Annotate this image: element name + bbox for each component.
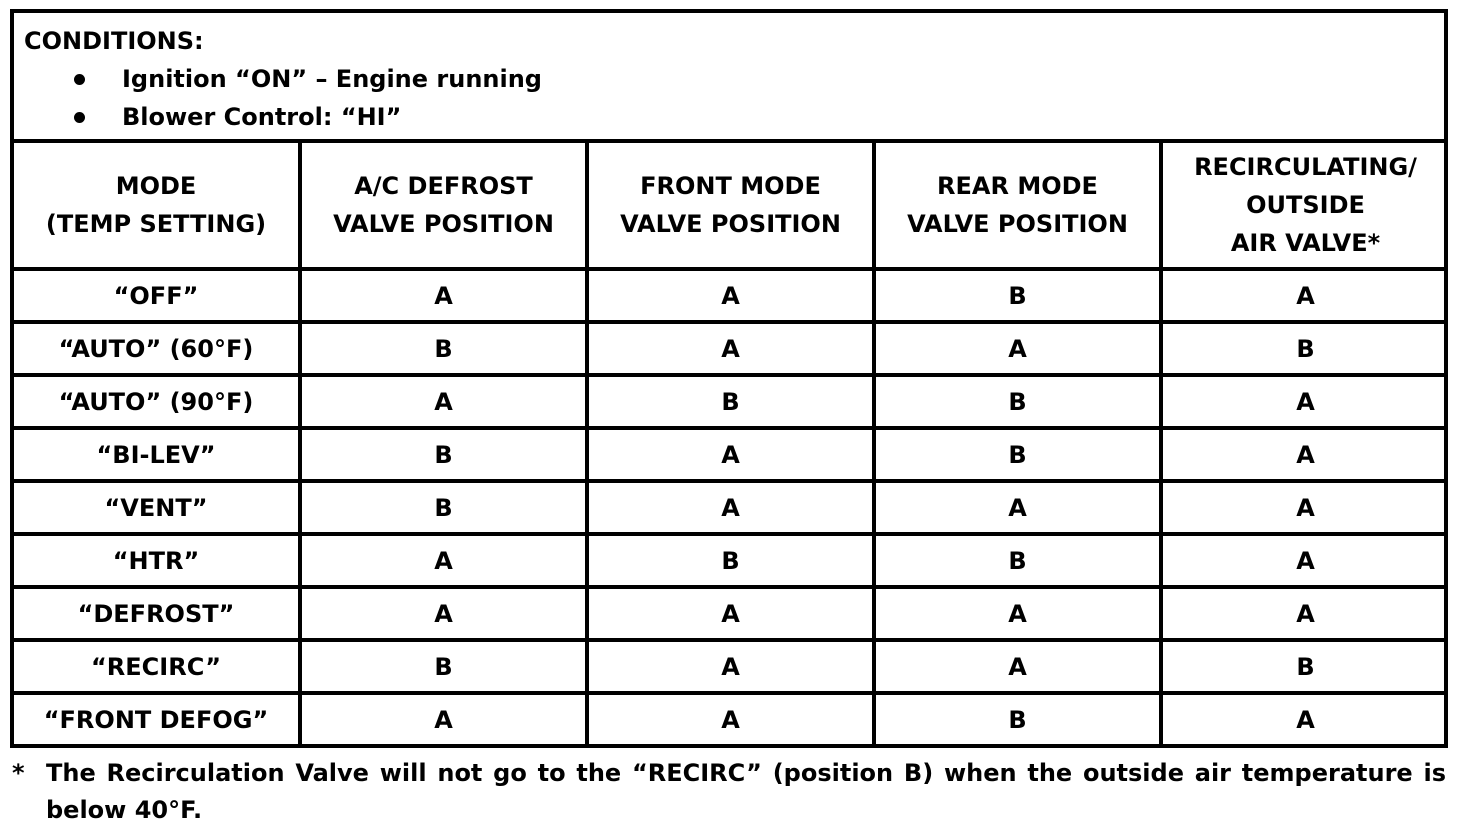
- table-row: [14, 269, 1448, 322]
- valve-position-cell: B: [1161, 640, 1448, 693]
- header-line: REAR MODE: [937, 172, 1098, 200]
- valve-position-cell: B: [587, 375, 874, 428]
- valve-position-cell: A: [1161, 375, 1448, 428]
- valve-position-cell: A: [1161, 269, 1448, 322]
- table-body: [14, 269, 1448, 744]
- header-line: A/C DEFROST: [354, 172, 533, 200]
- header-line: VALVE POSITION: [620, 210, 841, 238]
- valve-position-cell: A: [1161, 534, 1448, 587]
- valve-position-cell: A: [1161, 428, 1448, 481]
- valve-position-cell: A: [587, 481, 874, 534]
- valve-position-cell: A: [874, 481, 1161, 534]
- table-row: [14, 375, 1448, 428]
- valve-position-cell: B: [300, 428, 587, 481]
- valve-position-cell: A: [300, 375, 587, 428]
- header-line: VALVE POSITION: [907, 210, 1128, 238]
- header-recirc-outside-air: [1161, 143, 1448, 269]
- mode-cell: “OFF”: [14, 269, 300, 322]
- condition-item: [24, 98, 1444, 136]
- mode-cell: “DEFROST”: [14, 587, 300, 640]
- valve-position-cell: B: [300, 640, 587, 693]
- header-line: MODE: [115, 172, 197, 200]
- valve-position-cell: A: [1161, 587, 1448, 640]
- header-line: (TEMP SETTING): [45, 210, 267, 238]
- table-row: [14, 534, 1448, 587]
- valve-position-cell: A: [587, 640, 874, 693]
- valve-position-cell: A: [587, 428, 874, 481]
- table-row: [14, 693, 1448, 744]
- mode-cell: “AUTO” (90°F): [14, 375, 300, 428]
- table-row: [14, 322, 1448, 375]
- footnote-text: The Recirculation Valve will not go to the “RECIRC” (position B) when the outside air temperature is below 40°F.: [46, 759, 1446, 824]
- valve-position-cell: A: [1161, 481, 1448, 534]
- mode-cell: “AUTO” (60°F): [14, 322, 300, 375]
- valve-position-cell: A: [874, 640, 1161, 693]
- valve-position-table: [14, 143, 1448, 744]
- table-row: [14, 481, 1448, 534]
- header-line: FRONT MODE: [640, 172, 821, 200]
- conditions-table-frame: [10, 9, 1448, 748]
- valve-position-cell: B: [587, 534, 874, 587]
- mode-cell: “HTR”: [14, 534, 300, 587]
- valve-position-cell: A: [1161, 693, 1448, 744]
- valve-position-cell: A: [587, 269, 874, 322]
- valve-position-cell: A: [300, 587, 587, 640]
- valve-position-cell: A: [300, 269, 587, 322]
- table-row: [14, 640, 1448, 693]
- mode-cell: “BI-LEV”: [14, 428, 300, 481]
- header-front-mode: [587, 143, 874, 269]
- condition-item: [24, 60, 1444, 98]
- header-mode: [14, 143, 300, 269]
- valve-position-cell: B: [874, 375, 1161, 428]
- footnote: [12, 755, 1446, 829]
- valve-position-cell: B: [874, 534, 1161, 587]
- valve-position-cell: B: [300, 481, 587, 534]
- header-line: OUTSIDE: [1246, 191, 1365, 219]
- valve-position-cell: A: [300, 534, 587, 587]
- valve-position-cell: A: [587, 322, 874, 375]
- valve-position-cell: A: [874, 322, 1161, 375]
- table-row: [14, 428, 1448, 481]
- valve-position-cell: B: [300, 322, 587, 375]
- bullet-icon: [74, 74, 85, 85]
- header-rear-mode: [874, 143, 1161, 269]
- table-row: [14, 587, 1448, 640]
- valve-position-cell: B: [874, 693, 1161, 744]
- mode-cell: “RECIRC”: [14, 640, 300, 693]
- mode-cell: “VENT”: [14, 481, 300, 534]
- header-line: VALVE POSITION: [333, 210, 554, 238]
- table-header-row: [14, 143, 1448, 269]
- condition-item-text: Blower Control: “HI”: [122, 103, 402, 131]
- valve-position-cell: A: [587, 587, 874, 640]
- header-line: RECIRCULATING/: [1194, 153, 1417, 181]
- condition-item-text: Ignition “ON” – Engine running: [122, 65, 542, 93]
- valve-position-cell: A: [874, 587, 1161, 640]
- mode-cell: “FRONT DEFOG”: [14, 693, 300, 744]
- valve-position-cell: B: [874, 269, 1161, 322]
- conditions-title: CONDITIONS:: [24, 27, 204, 55]
- valve-position-cell: A: [300, 693, 587, 744]
- valve-position-cell: B: [1161, 322, 1448, 375]
- conditions-box: [14, 13, 1444, 143]
- header-line: AIR VALVE*: [1230, 229, 1381, 257]
- valve-position-cell: A: [587, 693, 874, 744]
- header-ac-defrost: [300, 143, 587, 269]
- bullet-icon: [74, 112, 85, 123]
- footnote-marker: *: [12, 759, 25, 787]
- valve-position-cell: B: [874, 428, 1161, 481]
